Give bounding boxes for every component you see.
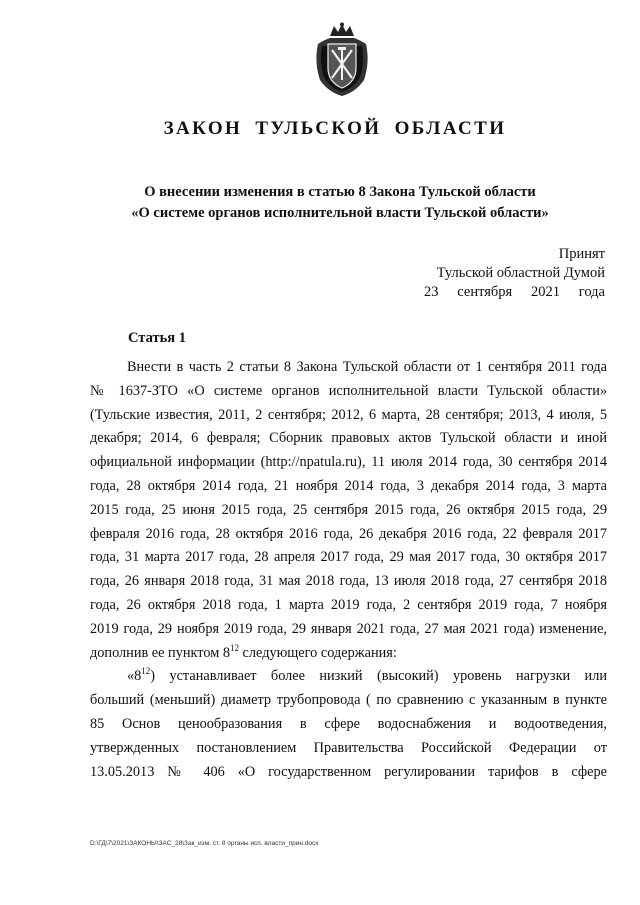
quote-rest: ) устанавливает более низкий (высокий) уровень нагрузки или <box>150 668 607 685</box>
body-line: года, 26 октября 2018 года, 1 марта 2019 года, 2 сентября 2019 года, 7 ноября <box>90 596 607 613</box>
quote-line: 85 Основ ценообразования в сфере водоснабжения и водоотведения, <box>90 715 607 732</box>
body-line: года, 31 марта 2017 года, 28 апреля 2017 года, 29 мая 2017 года, 30 октября 2017 <box>90 549 607 566</box>
body-line-last <box>90 642 607 666</box>
last-line-sup: 12 <box>229 642 239 653</box>
subject-line-2: «О системе органов исполнительной власти Тульской области» <box>131 205 549 221</box>
body-line: года, 28 октября 2014 года, 21 ноября 2014 года, 3 декабря 2014 года, 3 марта <box>90 477 607 494</box>
quote-line: больший (меньший) диаметр трубопровода ( по сравнению с указанным в пункте <box>90 692 607 709</box>
subject-line-1: О внесении изменения в статью 8 Закона Тульской области <box>144 184 536 200</box>
body-line: (Тульские известия, 2011, 2 сентября; 2012, 6 марта, 28 сентября; 2013, 4 июля, 5 <box>90 406 607 423</box>
quote-line: утвержденных постановлением Правительства Российской Федерации от <box>90 739 607 756</box>
body-line: 2015 года, 25 июня 2015 года, 25 сентября 2015 года, 26 октября 2015 года, 29 <box>90 501 607 518</box>
body-line: Внести в часть 2 статьи 8 Закона Тульской области от 1 сентября 2011 года <box>127 359 607 375</box>
law-title: ЗАКОН ТУЛЬСКОЙ ОБЛАСТИ <box>163 118 507 139</box>
adopted-label: Принят <box>558 246 605 262</box>
body-line: 2019 года, 29 ноября 2019 года, 29 января 2021 года, 27 мая 2021 года) изменение, <box>90 620 607 637</box>
quote-line-first <box>90 665 607 689</box>
adoption-block <box>420 245 605 302</box>
body-line: № 1637-ЗТО «О системе органов исполнительной власти Тульской области» <box>90 382 607 399</box>
article-heading: Статья 1 <box>128 330 186 346</box>
adopted-by: Тульской областной Думой <box>436 265 605 281</box>
quote-sup: 12 <box>141 666 151 677</box>
body-line: февраля 2016 года, 28 октября 2016 года, 26 декабря 2016 года, 22 февраля 2017 <box>90 525 607 542</box>
last-line-pre: дополнив ее пунктом 8 <box>90 644 230 661</box>
adoption-day: 23 <box>424 284 439 300</box>
quote-pre: «8 <box>127 668 142 685</box>
adoption-month: сентября <box>457 284 513 300</box>
adoption-year: 2021 <box>530 284 560 300</box>
tula-coat-of-arms-icon <box>310 22 374 98</box>
last-line-post: следующего содержания: <box>238 644 397 661</box>
body-line: официальной информации (http://npatula.ru), 11 июля 2014 года, 30 сентября 2014 <box>90 454 607 471</box>
adoption-year-word: года <box>578 284 605 300</box>
quote-line: 13.05.2013 № 406 «О государственном регулировании тарифов в сфере <box>90 763 607 780</box>
file-path-footer: D:\ГД\7\2021\ЗАКОНЫ\ЗАС_28\Зак_изм. ст. 8 органы исп. власти_прин.docx <box>90 840 319 847</box>
article-body <box>90 356 607 784</box>
adoption-date <box>420 283 605 302</box>
body-line: года, 26 января 2018 года, 31 мая 2018 года, 13 июля 2018 года, 27 сентября 2018 <box>90 573 607 590</box>
law-subject <box>100 182 580 224</box>
body-line: декабря; 2014, 6 февраля; Сборник правовых актов Тульской области и иной <box>90 430 607 447</box>
